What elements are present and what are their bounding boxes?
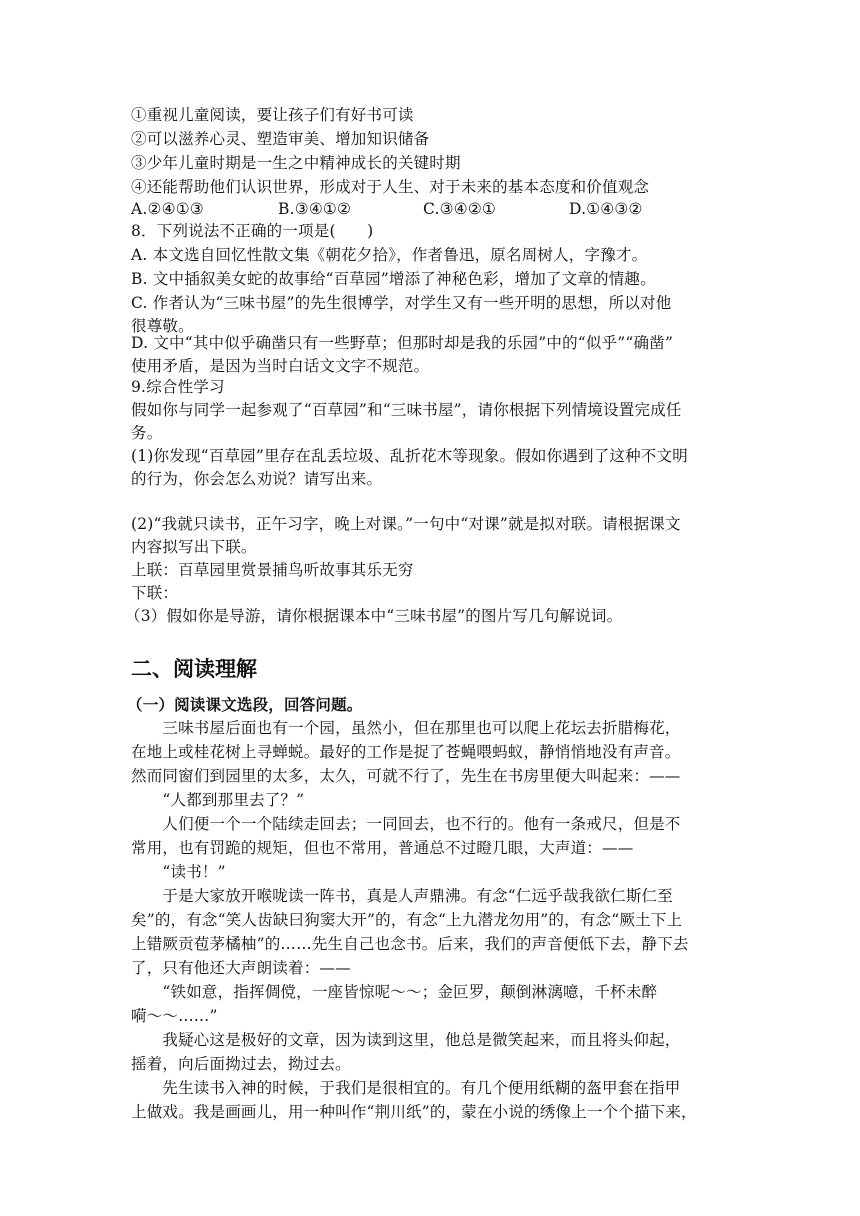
q9-part2-line1: (2)“我就只读书，正午习字，晚上对课。”一句中“对课”就是拟对联。请根据课文 xyxy=(131,515,681,533)
q8-option-c-line1: C. 作者认为“三味书屋”的先生很博学，对学生又有一些开明的思想，所以对他 xyxy=(131,294,672,312)
q8-option-c-line2: 很尊敬。 xyxy=(131,317,194,335)
passage-line: 矣”的，有念“笑人齿缺曰狗窦大开”的，有念“上九潜龙勿用”的，有念“厥土下上 xyxy=(131,911,683,929)
passage-line: “人都到那里去了？” xyxy=(131,791,305,809)
passage-line: 然而同窗们到园里的太多，太久，可就不行了，先生在书房里便大叫起来：—— xyxy=(131,767,681,785)
passage-line: 于是大家放开喉咙读一阵书，真是人声鼎沸。有念“仁远乎哉我欲仁斯仁至 xyxy=(131,887,673,905)
order-item-2: ②可以滋养心灵、塑造审美、增加知识储备 xyxy=(131,130,430,148)
passage-line: 了，只有他还大声朗读着：—— xyxy=(131,959,351,977)
option-a: A.②④①③ xyxy=(131,200,204,218)
q9-part3: （3）假如你是导游，请你根据课本中“三味书屋”的图片写几句解说词。 xyxy=(125,607,623,625)
passage-line: 常用，也有罚跪的规矩，但也不常用，普通总不过瞪几眼，大声道：—— xyxy=(131,839,634,857)
passage-line: 上做戏。我是画画儿，用一种叫作“荆川纸”的，蒙在小说的绣像上一个个描下来， xyxy=(131,1103,697,1121)
option-c: C.③④②① xyxy=(423,200,497,218)
passage-line: 摇着，向后面拗过去，拗过去。 xyxy=(131,1055,351,1073)
passage-line: 人们便一个一个陆续走回去；一同回去，也不行的。他有一条戒尺，但是不 xyxy=(131,815,681,833)
q9-part2-line2: 内容拟写出下联。 xyxy=(131,538,257,556)
q8-option-d-line1: D. 文中“其中似乎确凿只有一些野草；但那时却是我的乐园”中的“似乎”“确凿” xyxy=(131,334,674,352)
q9-intro-line1: 假如你与同学一起参观了“百草园”和“三味书屋”，请你根据下列情境设置完成任 xyxy=(131,401,682,419)
q9-upper-couplet: 上联：百草园里赏景捕鸟听故事其乐无穷 xyxy=(131,561,414,579)
passage-line: “读书！” xyxy=(131,863,226,881)
passage-line: 嗬～～……” xyxy=(131,1007,218,1025)
order-item-1: ①重视儿童阅读，要让孩子们有好书可读 xyxy=(131,106,414,124)
passage-line: 先生读书入神的时候，于我们是很相宜的。有几个便用纸糊的盔甲套在指甲 xyxy=(131,1079,681,1097)
option-b: B.③④①② xyxy=(278,200,352,218)
passage-line: 我疑心这是极好的文章，因为读到这里，他总是微笑起来，而且将头仰起， xyxy=(131,1031,681,1049)
order-item-3: ③少年儿童时期是一生之中精神成长的关键时期 xyxy=(131,154,461,172)
passage-line: “铁如意，指挥倜傥，一座皆惊呢～～；金叵罗，颠倒淋漓噫，千杯未醉 xyxy=(131,983,658,1001)
order-item-4: ④还能帮助他们认识世界，形成对于人生、对于未来的基本态度和价值观念 xyxy=(131,178,650,196)
q8-option-a: A. 本文选自回忆性散文集《朝花夕拾》，作者鲁迅，原名周树人，字豫才。 xyxy=(131,246,648,264)
q8-option-d-line2: 使用矛盾，是因为当时白话文文字不规范。 xyxy=(131,357,430,375)
q9-part1-line2: 的行为，你会怎么劝说？请写出来。 xyxy=(131,470,383,488)
section-subheading: （一）阅读课文选段，回答问题。 xyxy=(127,695,363,714)
passage-line: 在地上或桂花树上寻蝉蜕。最好的工作是捉了苍蝇喂蚂蚁，静悄悄地没有声音。 xyxy=(131,743,681,761)
q9-title: 9.综合性学习 xyxy=(131,378,225,396)
option-d: D.①④③② xyxy=(569,200,643,218)
passage-line: 三味书屋后面也有一个园，虽然小，但在那里也可以爬上花坛去折腊梅花， xyxy=(131,719,681,737)
section-heading: 二、阅读理解 xyxy=(131,657,257,681)
q8-option-b: B. 文中插叙美女蛇的故事给“百草园”增添了神秘色彩，增加了文章的情趣。 xyxy=(131,270,656,288)
passage-line: 上错厥贡苞茅橘柚”的……先生自己也念书。后来，我们的声音便低下去，静下去 xyxy=(131,935,689,953)
q9-lower-couplet: 下联： xyxy=(131,584,179,602)
q9-intro-line2: 务。 xyxy=(131,424,163,442)
q9-part1-line1: (1)你发现“百草园”里存在乱丢垃圾、乱折花木等现象。假如你遇到了这种不文明 xyxy=(131,447,688,465)
q8-stem: 8．下列说法不正确的一项是( ) xyxy=(131,222,374,240)
